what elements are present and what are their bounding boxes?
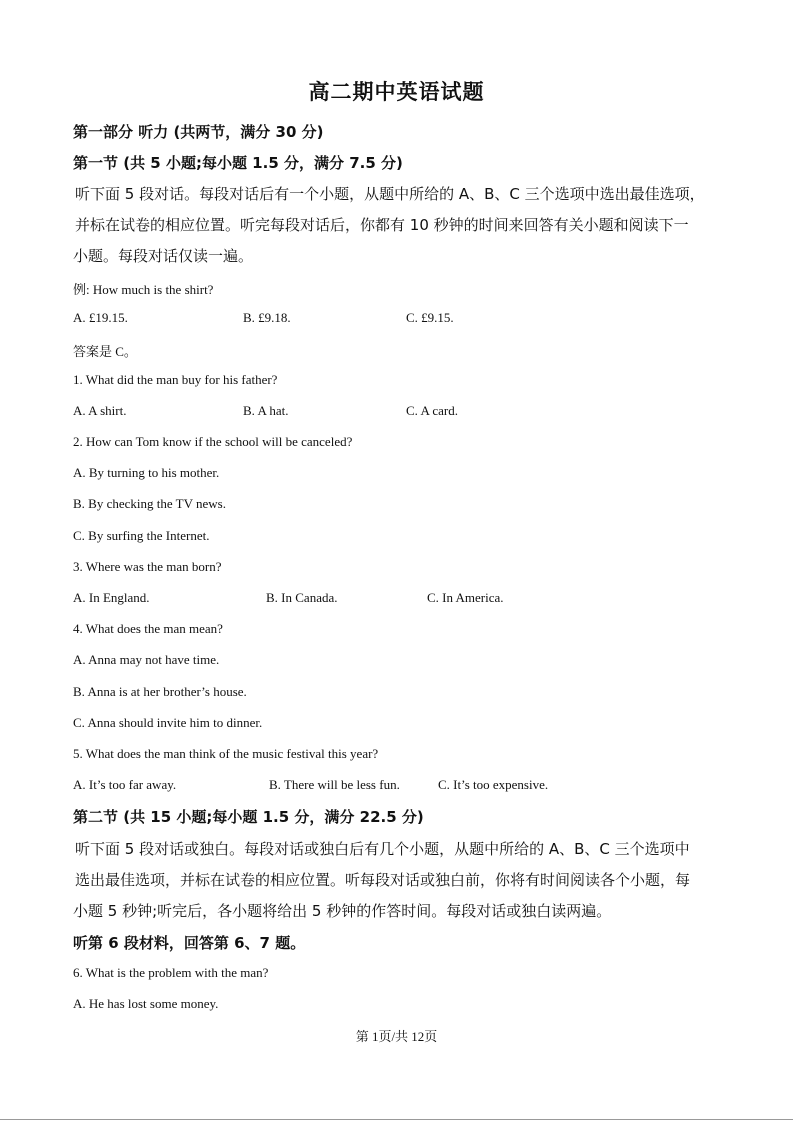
question-4-option-c: C. Anna should invite him to dinner. [73,715,263,730]
example-option-c: C. £9.15. [406,310,454,325]
question-3-option-b: B. In Canada. [266,590,338,605]
section1-instructions-line2: 并标在试卷的相应位置。听完每段对话后，你都有 10 秒钟的时间来回答有关小题和阅读下一 [75,216,689,234]
question-4-option-b: B. Anna is at her brother’s house. [73,684,247,699]
section2-heading: 第二节 (共 15 小题;每小题 1.5 分，满分 22.5 分) [73,808,424,826]
section2-instructions-line2: 选出最佳选项，并标在试卷的相应位置。听每段对话或独白前，你将有时间阅读各个小题，每 [75,871,691,889]
example-question: 例: How much is the shirt? [73,282,214,297]
question-5-option-a: A. It’s too far away. [73,777,177,792]
question-1-option-c: C. A card. [406,403,458,418]
material-6-heading: 听第 6 段材料，回答第 6、7 题。 [73,934,306,952]
question-4-option-a: A. Anna may not have time. [73,652,220,667]
section1-instructions-line1: 听下面 5 段对话。每段对话后有一个小题，从题中所给的 A、B、C 三个选项中选出最佳选项， [75,185,705,203]
example-option-a: A. £19.15. [73,310,128,325]
question-3-option-c: C. In America. [427,590,504,605]
question-2-option-a: A. By turning to his mother. [73,465,220,480]
section1-heading: 第一节 (共 5 小题;每小题 1.5 分，满分 7.5 分) [73,154,403,172]
question-2-option-c: C. By surfing the Internet. [73,528,210,543]
section2-instructions-line3: 小题 5 秒钟;听完后，各小题将给出 5 秒钟的作答时间。每段对话或独白读两遍。 [73,902,612,920]
question-2-stem: 2. How can Tom know if the school will be canceled? [73,434,353,449]
question-2-option-b: B. By checking the TV news. [73,496,226,511]
page-footer: 第 1页/共 12页 [355,1029,438,1044]
question-1-option-a: A. A shirt. [73,403,127,418]
section1-instructions-line3: 小题。每段对话仅读一遍。 [73,247,254,265]
section2-instructions-line1: 听下面 5 段对话或独白。每段对话或独白后有几个小题，从题中所给的 A、B、C 三个选项中 [75,840,690,858]
question-1-option-b: B. A hat. [243,403,289,418]
bottom-divider [0,1119,793,1120]
question-4-stem: 4. What does the man mean? [73,621,223,636]
example-answer: 答案是 C。 [73,344,137,359]
question-3-stem: 3. Where was the man born? [73,559,222,574]
question-6-option-a: A. He has lost some money. [73,996,219,1011]
question-5-stem: 5. What does the man think of the music festival this year? [73,746,379,761]
question-3-option-a: A. In England. [73,590,150,605]
example-option-b: B. £9.18. [243,310,291,325]
part1-heading: 第一部分 听力 (共两节，满分 30 分) [73,123,324,141]
question-5-option-b: B. There will be less fun. [269,777,400,792]
question-1-stem: 1. What did the man buy for his father? [73,372,278,387]
page-title: 高二期中英语试题 [308,80,485,104]
question-5-option-c: C. It’s too expensive. [438,777,549,792]
question-6-stem: 6. What is the problem with the man? [73,965,269,980]
